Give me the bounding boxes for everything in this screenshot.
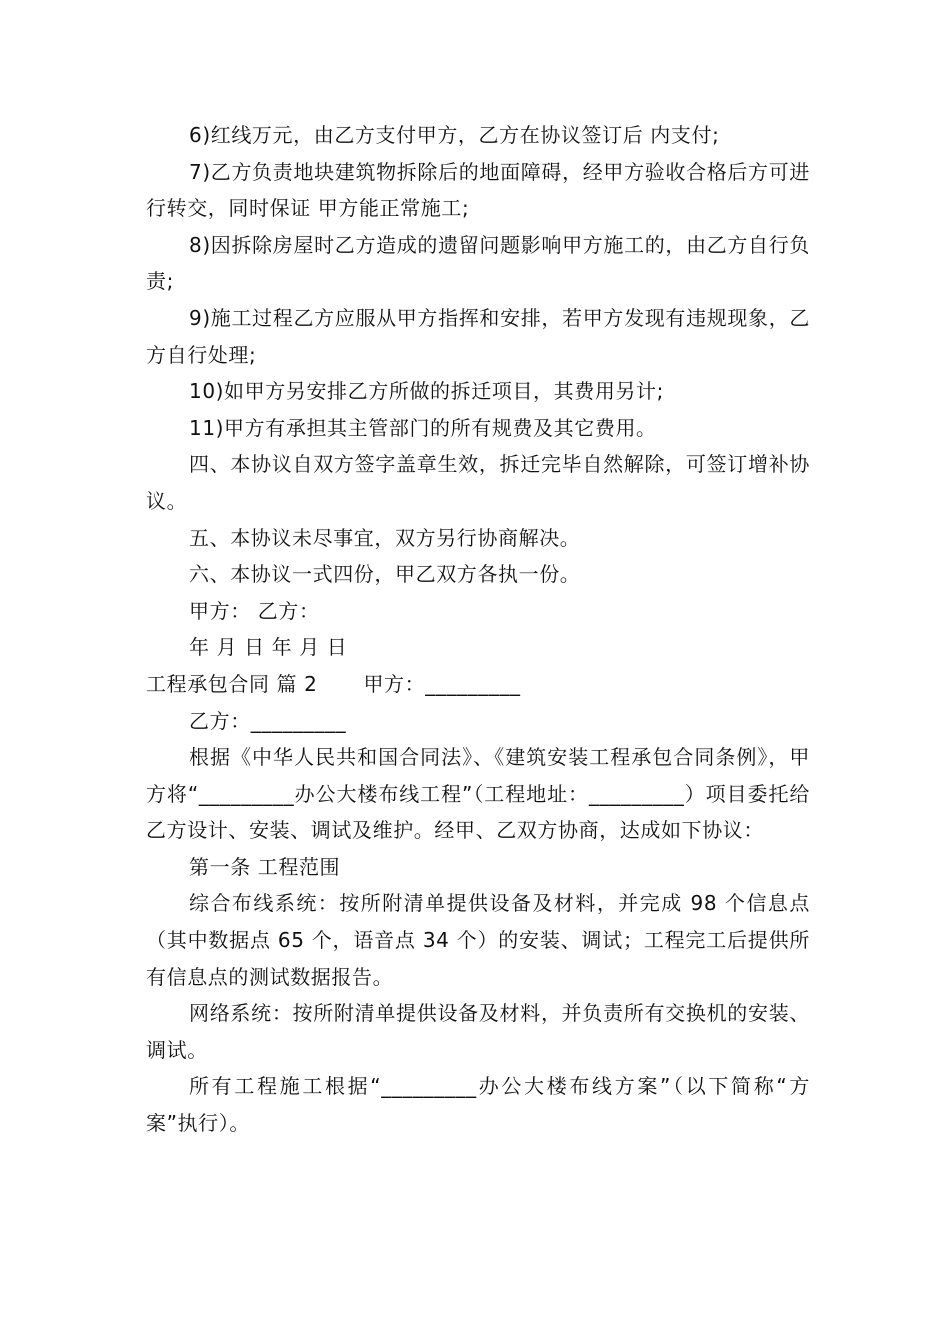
paragraph-section-4: 四、本协议自双方签字盖章生效，拆迁完毕自然解除，可签订增补协议。 — [146, 452, 810, 513]
paragraph-preamble: 根据《中华人民共和国合同法》、《建筑安装工程承包合同条例》，甲方将“_________办公大楼布线工程”（工程地址：_________）项目委托给乙方设计、安装、调试及维护。经甲、乙双方协商，达成如下协议： — [146, 745, 810, 843]
paragraph-clause-8: 8)因拆除房屋时乙方造成的遗留问题影响甲方施工的，由乙方自行负责; — [146, 232, 810, 294]
paragraph-clause-6: 6)红线万元，由乙方支付甲方，乙方在协议签订后 内支付; — [189, 123, 720, 147]
document-body — [146, 117, 810, 1142]
paragraph-section-6: 六、本协议一式四份，甲乙双方各执一份。 — [189, 562, 581, 587]
paragraph-clause-10: 10)如甲方另安排乙方所做的拆迁项目，其费用另计; — [189, 379, 664, 404]
paragraph-section-5: 五、本协议未尽事宜，双方另行协商解决。 — [189, 525, 581, 550]
paragraph-plan-reference: 所有工程施工根据“_________办公大楼布线方案”（以下简称“方案”执行）。 — [146, 1074, 810, 1136]
section-title-line — [146, 666, 810, 703]
party-b-line: 乙方：_________ — [189, 708, 347, 733]
party-a-line: 甲方：_________ — [363, 671, 521, 696]
article-1-heading: 第一条 工程范围 — [189, 854, 341, 879]
paragraph-clause-11: 11)甲方有承担其主管部门的所有规费及其它费用。 — [189, 415, 657, 440]
section-title: 工程承包合同 篇 2 — [146, 671, 318, 696]
paragraph-clause-9: 9)施工过程乙方应服从甲方指挥和安排，若甲方发现有违规现象，乙方自行处理; — [146, 305, 810, 367]
paragraph-clause-7: 7)乙方负责地块建筑物拆除后的地面障碍，经甲方验收合格后方可进行转交，同时保证 甲方能正常施工; — [146, 159, 810, 221]
signature-parties-line: 甲方： 乙方： — [189, 598, 320, 623]
paragraph-network-system: 网络系统：按所附清单提供设备及材料，并负责所有交换机的安装、调试。 — [146, 1001, 810, 1062]
paragraph-cabling-system: 综合布线系统：按所附清单提供设备及材料，并完成 98 个信息点（其中数据点 65 个，语音点 34 个）的安装、调试；工程完工后提供所有信息点的测试数据报告。 — [146, 891, 810, 989]
signature-date-line: 年 月 日 年 月 日 — [189, 635, 348, 660]
